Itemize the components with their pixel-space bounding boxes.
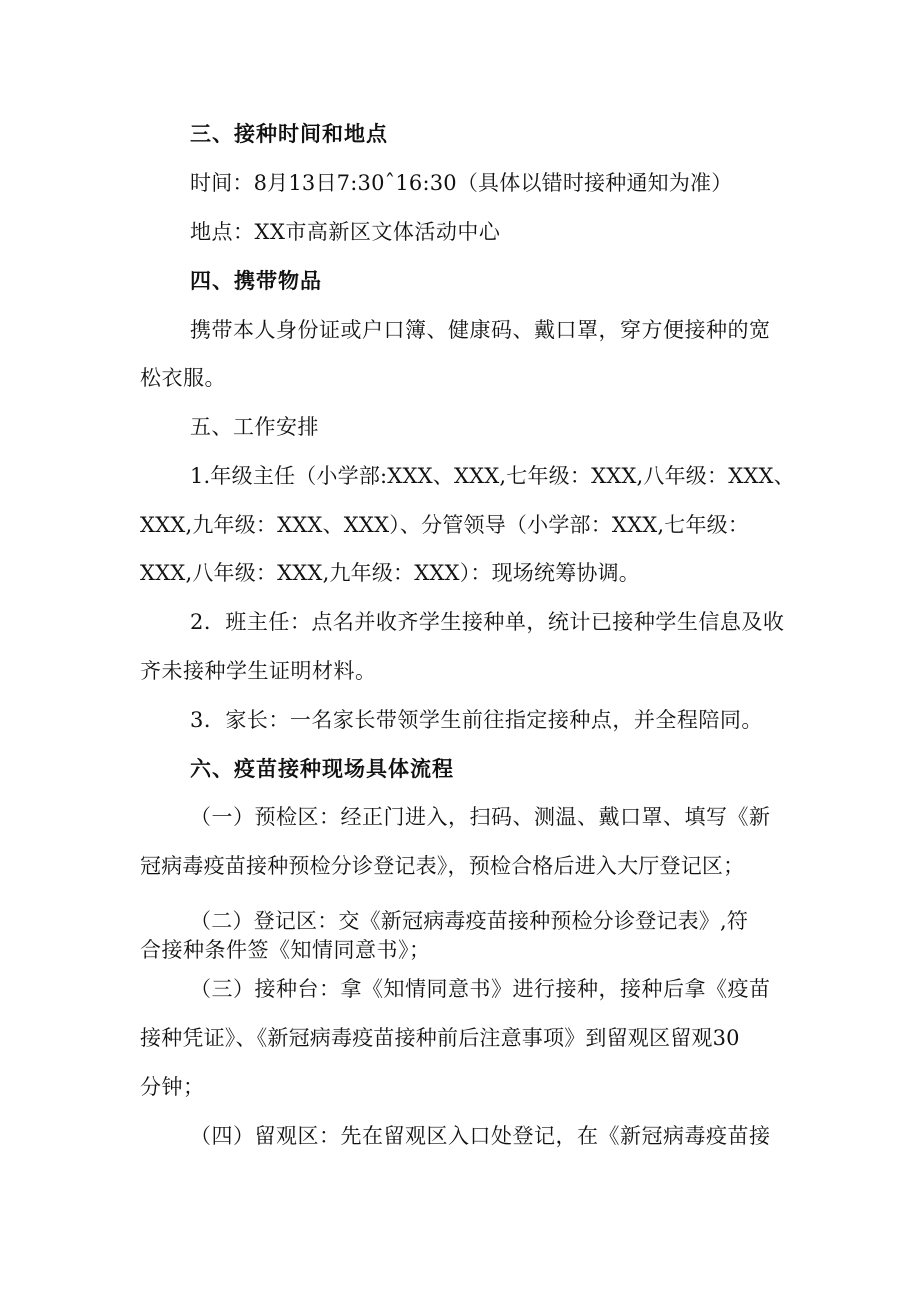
arrangement-item-2-line: 2．班主任：点名并收齐学生接种单，统计已接种学生信息及收 [190,610,785,634]
items-paragraph-line: 携带本人身份证或户口簿、健康码、戴口罩，穿方便接种的宽 [190,318,771,342]
arrangement-item-3-line: 3．家长：一名家长带领学生前往指定接种点，并全程陪同。 [190,708,763,732]
arrangement-item-1-line: 1.年级主任（小学部:XXX、XXX,七年级：XXX,八年级：XXX、 [190,464,795,488]
procedure-step-1-line: （一）预检区：经正门进入，扫码、测温、戴口罩、填写《新 [190,805,771,829]
section-heading-3: 三、接种时间和地点 [190,122,388,146]
arrangement-item-2-line: 齐未接种学生证明材料。 [140,659,377,683]
procedure-step-3-line: 接种凭证》、《新冠病毒疫苗接种前后注意事项》到留观区留观30 [140,1026,740,1050]
procedure-step-1-line: 冠病毒疫苗接种预检分诊登记表》，预检合格后进入大厅登记区； [140,854,745,878]
section-heading-6: 六、疫苗接种现场具体流程 [190,757,454,781]
procedure-step-3-line: （三）接种台：拿《知情同意书》进行接种，接种后拿《疫苗 [190,977,771,1001]
procedure-step-2-line: （二）登记区：交《新冠病毒疫苗接种预检分诊登记表》,符 [190,909,749,933]
procedure-step-4-line: （四）留观区：先在留观区入口处登记，在《新冠病毒疫苗接 [190,1124,771,1148]
section-heading-4: 四、携带物品 [190,269,322,293]
arrangement-item-1-line: XXX,八年级：XXX,九年级：XXX）：现场统筹协调。 [140,561,641,585]
procedure-step-2-line: 合接种条件签《知情同意书》； [140,938,431,962]
vaccination-place-line: 地点：XX市高新区文体活动中心 [190,220,501,244]
section-heading-5: 五、工作安排 [190,415,319,439]
procedure-step-3-line: 分钟； [140,1075,205,1099]
arrangement-item-1-line: XXX,九年级：XXX、XXX）、分管领导（小学部：XXX,七年级： [140,513,750,537]
items-paragraph-line: 松衣服。 [140,366,226,390]
vaccination-time-line: 时间：8月13日7:30ˆ16:30（具体以错时接种通知为准） [190,171,733,195]
